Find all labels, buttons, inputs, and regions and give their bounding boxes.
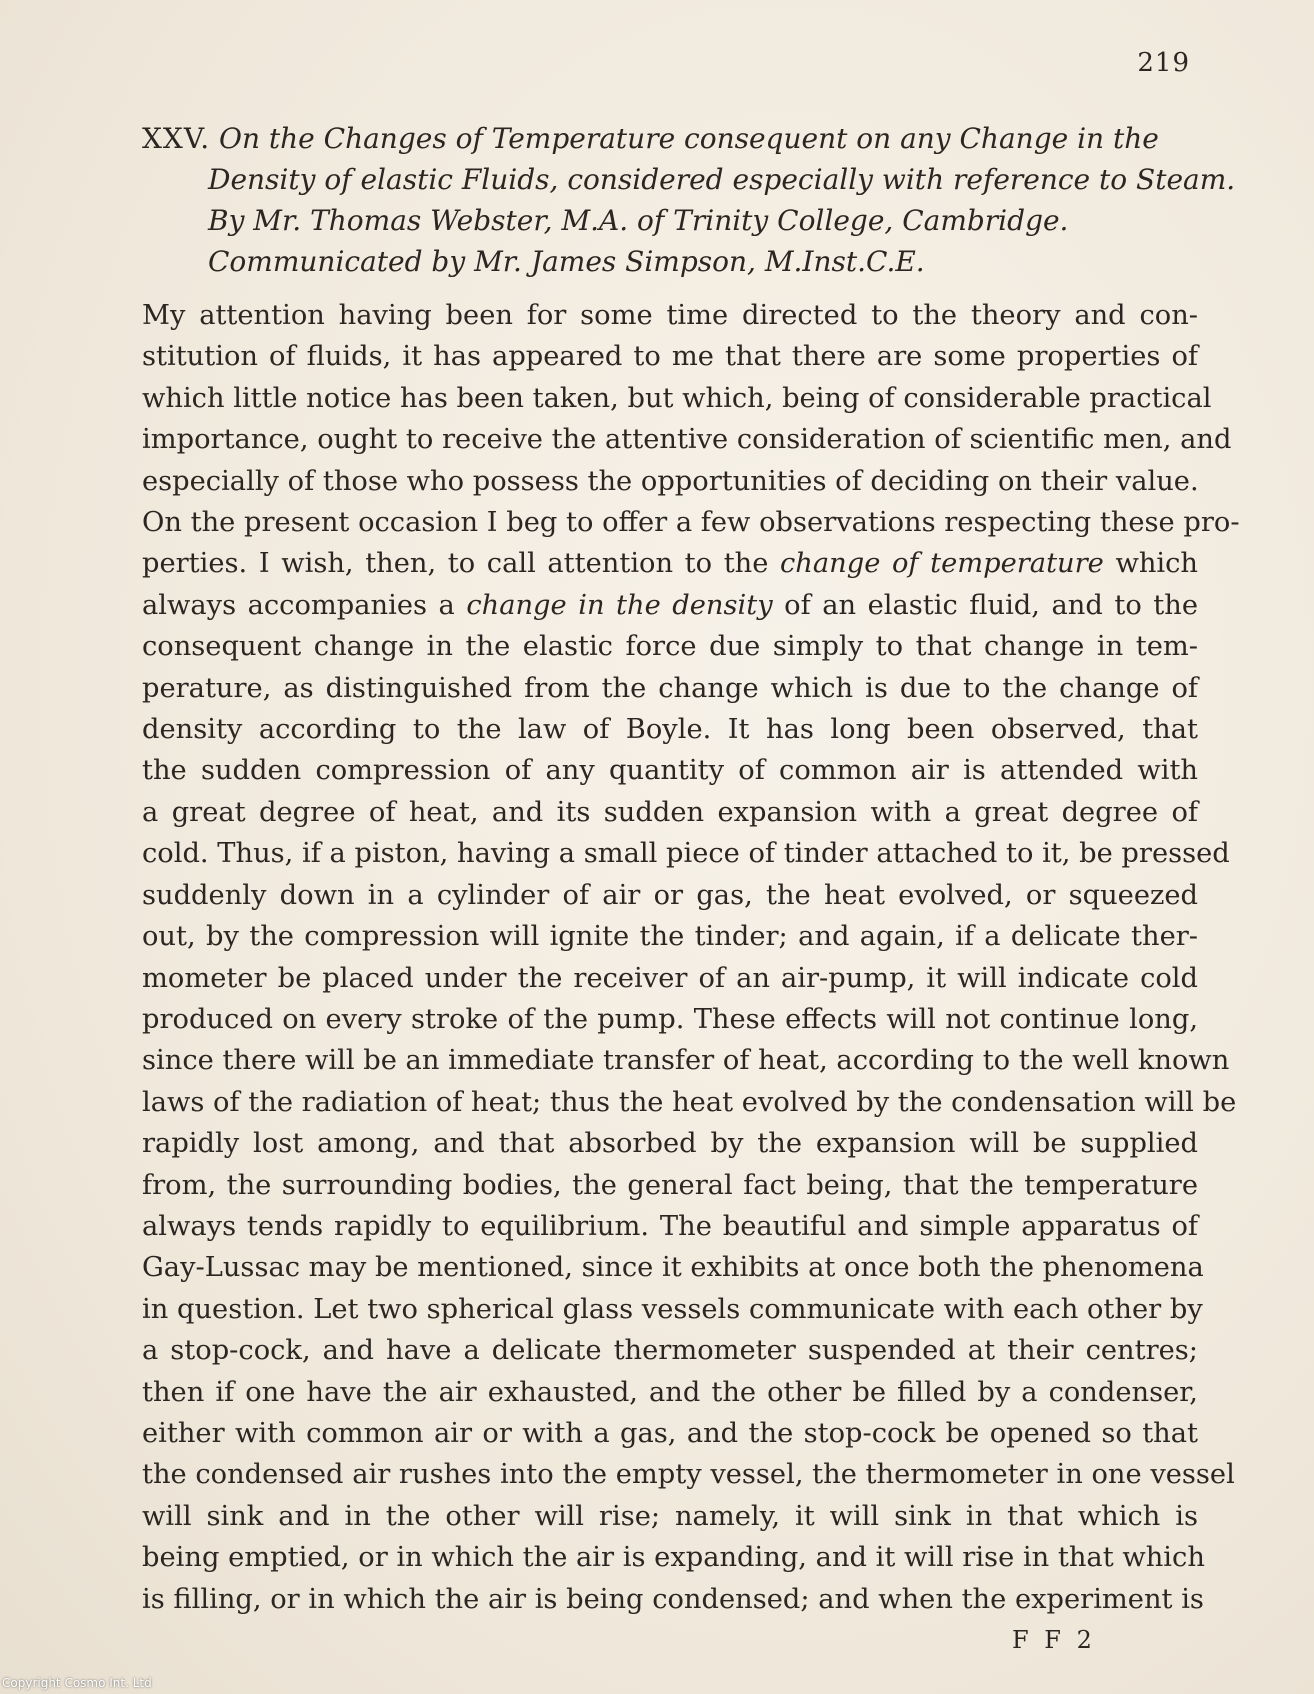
heading-line-4: James Simpson, M.Inst.C.E. (530, 245, 925, 278)
body-line: produced on every stroke of the pump. These effects will not continue long, (142, 1003, 1198, 1035)
body-line: perature, as distinguished from the change which is due to the change of (142, 672, 1198, 704)
body-line: in question. Let two spherical glass vessels communicate with each other by (142, 1293, 1203, 1325)
heading-line-3: Webster, M.A. of Trinity College, Cambridge. Communicated by Mr. (208, 204, 1069, 278)
body-line: perties. I wish, then, to call attention to the change of temperature which (142, 548, 1198, 580)
italic-phrase: change in the density (466, 589, 773, 621)
body-line: the condensed air rushes into the empty vessel, the thermometer in one vessel (142, 1459, 1235, 1491)
italic-phrase: change of temperature (780, 548, 1104, 580)
body-line: suddenly down in a cylinder of air or gas, the heat evolved, or squeezed (142, 879, 1198, 911)
body-line: especially of those who possess the opportunities of deciding on their value. (142, 465, 1199, 497)
body-line: always tends rapidly to equilibrium. The beautiful and simple apparatus of (142, 1210, 1198, 1242)
body-line: a stop-cock, and have a delicate thermometer suspended at their centres; (142, 1335, 1198, 1367)
heading-line-1: On the Changes of Temperature consequent on any Change in the Density of (208, 122, 1159, 196)
body-line: stitution of fluids, it has appeared to me that there are some properties of (142, 341, 1198, 373)
page-number: 219 (1137, 48, 1190, 78)
body-line: always accompanies a change in the density of an elastic fluid, and to the (142, 589, 1198, 621)
body-line: from, the surrounding bodies, the general fact being, that the temperature (142, 1169, 1198, 1201)
body-line: since there will be an immediate transfer of heat, according to the well known (142, 1045, 1230, 1077)
body-line: cold. Thus, if a piston, having a small piece of tinder attached to it, be pressed (142, 838, 1230, 870)
body-line: Gay-Lussac may be mentioned, since it exhibits at once both the phenomena (142, 1252, 1204, 1284)
signature-mark: F F 2 (1012, 1626, 1096, 1654)
body-line: being emptied, or in which the air is expanding, and it will rise in that which (142, 1542, 1205, 1574)
body-line: rapidly lost among, and that absorbed by the expansion will be supplied (142, 1128, 1198, 1160)
body-line: On the present occasion I beg to offer a few observations respecting these pro- (142, 507, 1240, 539)
body-line: will sink and in the other will rise; namely, it will sink in that which is (142, 1500, 1198, 1532)
body-line: mometer be placed under the receiver of an air-pump, it will indicate cold (142, 962, 1198, 994)
copyright-watermark: Copyright Cosmo Int. Ltd (2, 1676, 152, 1690)
body-line: My attention having been for some time directed to the theory and con- (142, 300, 1198, 331)
body-line: laws of the radiation of heat; thus the heat evolved by the condensation will be (142, 1086, 1237, 1118)
body-line: is filling, or in which the air is being condensed; and when the experiment is (142, 1583, 1204, 1615)
body-line: the sudden compression of any quantity of common air is attended with (142, 755, 1198, 787)
article-numeral: XXV. (142, 122, 211, 155)
body-line: which little notice has been taken, but which, being of considerable practical (142, 382, 1212, 414)
body-line: either with common air or with a gas, and the stop-cock be opened so that (142, 1417, 1198, 1449)
body-line: out, by the compression will ignite the tinder; and again, if a delicate ther- (142, 921, 1198, 953)
body-line: consequent change in the elastic force due simply to that change in tem- (142, 631, 1198, 663)
body-line: importance, ought to receive the attentive consideration of scientific men, and (142, 424, 1232, 456)
article-body (142, 295, 1240, 1620)
article-heading (142, 118, 1268, 282)
body-line: then if one have the air exhausted, and the other be filled by a condenser, (142, 1376, 1198, 1408)
heading-line-2: elastic Fluids, considered especially with reference to Steam. By Mr. Thomas (208, 163, 1236, 237)
body-line: a great degree of heat, and its sudden expansion with a great degree of (142, 796, 1198, 828)
body-line: density according to the law of Boyle. It has long been observed, that (142, 714, 1198, 746)
